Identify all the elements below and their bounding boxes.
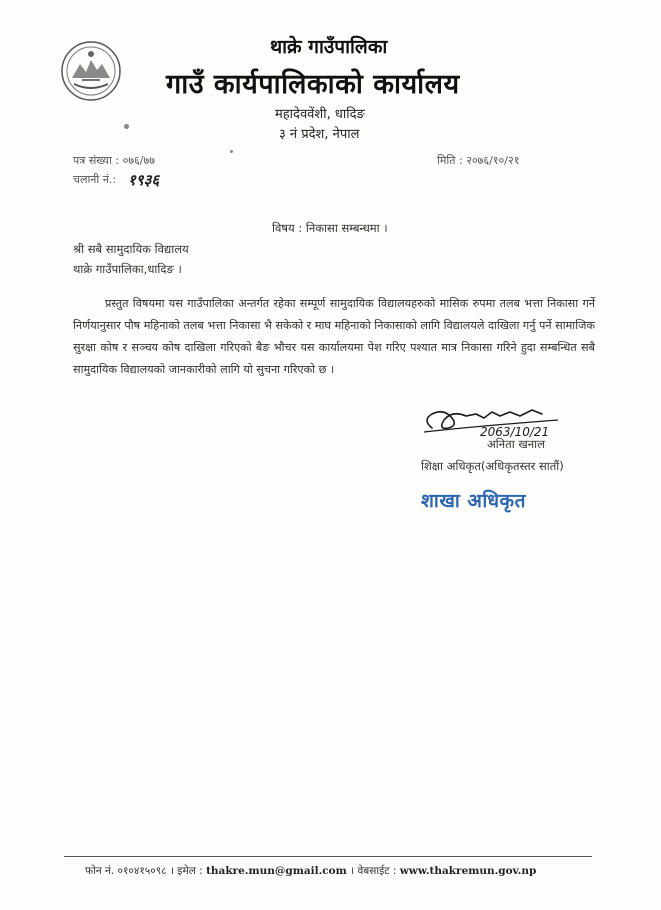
signer-title: शिक्षा अधिकृत(अधिकृतस्तर सातौं)	[421, 459, 564, 473]
section-officer-stamp: शाखा अधिकृत	[421, 490, 526, 512]
footer-website: www.thakremun.gov.np	[399, 865, 537, 877]
footer-divider	[64, 856, 592, 857]
signature-date: 2063/10/21	[480, 425, 550, 439]
footer-contact	[85, 864, 536, 878]
footer-website-label: । वेबसाईट :	[350, 865, 397, 877]
letter-body-text: प्रस्तुत विषयमा यस गाउँपालिका अन्तर्गत रहेका सम्पूर्ण सामुदायिक विद्यालयहरुको मासिक रुपमा तलब भत्ता निकासा गर्ने निर्णयानुसार पौष महिनाको तलब भत्ता निकासा भै सकेको र माघ महिनाको निकासाको लागि विद्यालयले दाखिला गर्नु पर्ने सामाजिक सुरक्षा कोष र सञ्चय कोष दाखिला गरिएको बैङ भौचर यस कार्यालयमा पेश गरिए पश्यात मात्र निकासा गरिने हुदा सम्बन्धित सबै सामुदायिक विद्यालयको जानकारीको लागि यो सुचना गरिएको छ ।	[73, 297, 595, 376]
office-province: ३ नं प्रदेश, नेपाल	[279, 127, 360, 142]
nepal-emblem-icon	[60, 40, 122, 102]
letter-date: मिति : २०७६/१०/२१	[437, 154, 520, 167]
recipient-line-2: थाक्रे गाउँपालिका,धादिङ ।	[73, 262, 182, 276]
footer-email: thakre.mun@gmail.com	[206, 865, 347, 877]
letter-body	[73, 293, 595, 381]
dispatch-number: १९३६	[128, 171, 160, 189]
signer-name: अनिता खनाल	[487, 437, 545, 451]
municipality-name: थाक्रे गाउँपालिका	[270, 36, 388, 58]
dispatch-label: चलानी नं.:	[73, 173, 117, 186]
office-location: महादेववेंशी, धादिङ	[275, 107, 365, 122]
letter-subject: विषय : निकासा सम्बन्धमा ।	[272, 221, 388, 235]
office-title: गाउँ कार्यपालिकाको कार्यालय	[166, 69, 460, 100]
recipient-line-1: श्री सबै सामुदायिक विद्यालय	[73, 242, 189, 256]
footer-email-label: । इमेल :	[169, 865, 203, 877]
scan-speck	[124, 124, 129, 129]
reference-number: पत्र संख्या : ०७६/७७	[73, 154, 155, 167]
scan-speck	[230, 150, 233, 153]
footer-phone: फोन नं. ०१०४१५०९८	[85, 865, 167, 877]
handwritten-signature	[418, 398, 588, 440]
